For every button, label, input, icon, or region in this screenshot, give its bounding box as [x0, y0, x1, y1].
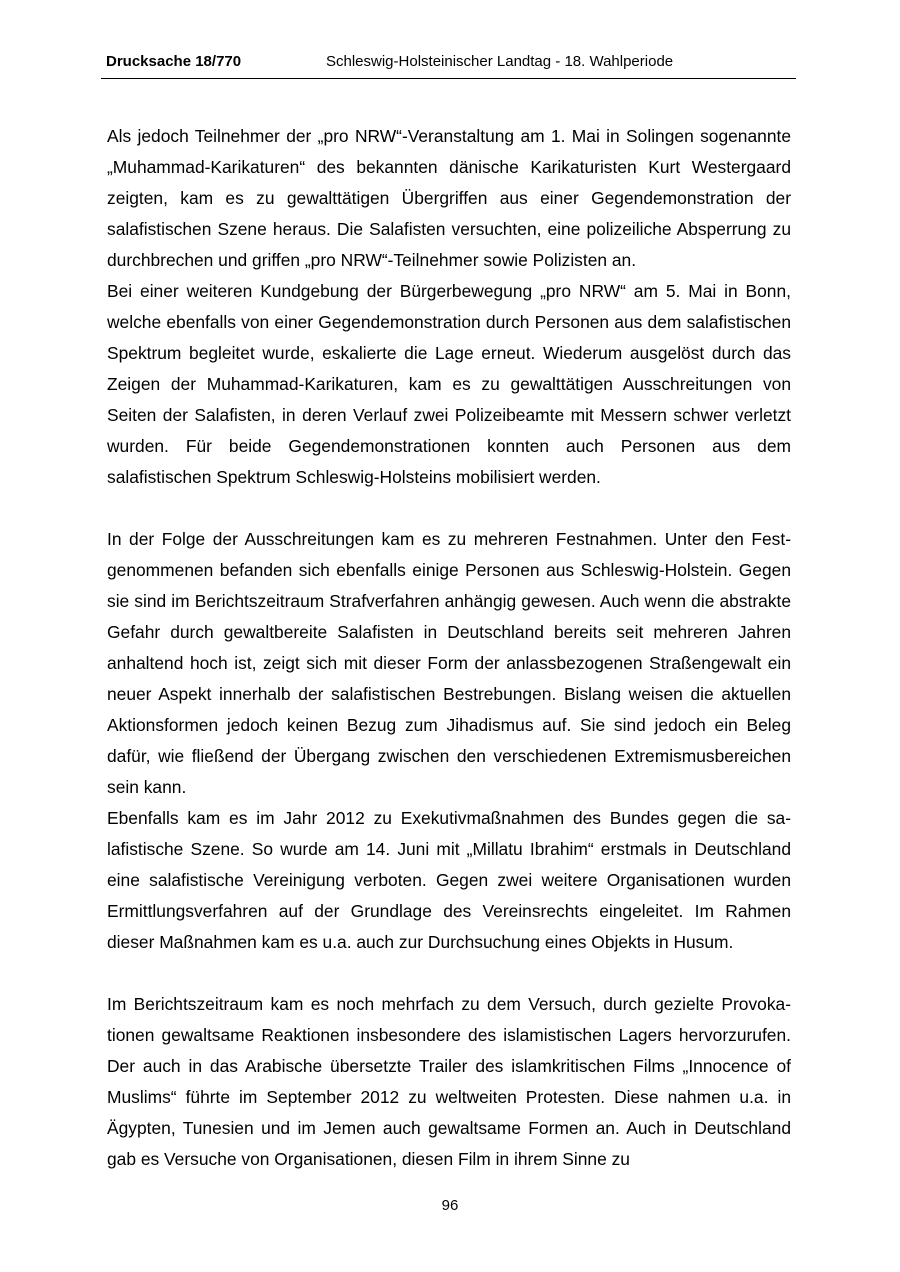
body-text	[107, 121, 791, 1175]
header-title: Schleswig-Holsteinischer Landtag - 18. Wahlperiode	[326, 53, 674, 70]
paragraph: Im Berichtszeitraum kam es noch mehrfach zu dem Versuch, durch gezielte Provokationen gewaltsame Reaktionen insbesondere des islamistischen Lagers hervorzurufen. Der auch in das Arabische übersetzte Trailer des islamkritischen Films „Innocence of Muslims“ führte im September 2012 zu weltweiten Protesten. Diese nahmen u.a. in Ägypten, Tunesien und im Jemen auch gewaltsame Formen an. Auch in Deutschland gab es Versuche von Organisationen, diesen Film in ihrem Sinne zu	[107, 994, 791, 1169]
paragraph: Bei einer weiteren Kundgebung der Bürgerbewegung „pro NRW“ am 5. Mai in Bonn, welche ebenfalls von einer Gegendemonstration durch Personen aus dem salafistischen Spektrum begleitet wurde, eskalierte die Lage erneut. Wiederum ausgelöst durch das Zeigen der Muhammad-Karikaturen, kam es zu gewalttätigen Ausschreitungen von Seiten der Salafisten, in deren Verlauf zwei Polizeibeamte mit Messern schwer verletzt wurden. Für beide Gegendemonstrationen konnten auch Personen aus dem salafistischen Spektrum Schleswig-Holsteins mobilisiert werden.	[107, 281, 791, 487]
page-header	[101, 52, 796, 79]
paragraph: In der Folge der Ausschreitungen kam es zu mehreren Festnahmen. Unter den Festgenommenen befanden sich ebenfalls einige Personen aus Schleswig-Holstein. Gegen sie sind im Berichtszeitraum Strafverfahren anhängig gewesen. Auch wenn die abstrakte Gefahr durch gewaltbereite Salafisten in Deutschland bereits seit mehreren Jahren anhaltend hoch ist, zeigt sich mit dieser Form der anlassbezogenen Straßengewalt ein neuer Aspekt innerhalb der salafistischen Bestrebungen. Bislang weisen die aktuellen Aktionsformen jedoch keinen Bezug zum Jihadismus auf. Sie sind jedoch ein Beleg dafür, wie fließend der Übergang zwischen den verschiedenen Extremismusbereichen sein kann.	[107, 529, 791, 797]
document-number: Drucksache 18/770	[106, 53, 242, 70]
page-number: 96	[441, 1197, 459, 1214]
paragraph: Ebenfalls kam es im Jahr 2012 zu Exekutivmaßnahmen des Bundes gegen die salafistische Szene. So wurde am 14. Juni mit „Millatu Ibrahim“ erstmals in Deutschland eine salafistische Vereinigung verboten. Gegen zwei weitere Organisationen wurden Ermittlungsverfahren auf der Grundlage des Vereinsrechts eingeleitet. Im Rahmen dieser Maßnahmen kam es u.a. auch zur Durchsuchung eines Objekts in Husum.	[107, 808, 791, 952]
paragraph: Als jedoch Teilnehmer der „pro NRW“-Veranstaltung am 1. Mai in Solingen sogenannte „Muhammad-Karikaturen“ des bekannten dänische Karikaturisten Kurt Westergaard zeigten, kam es zu gewalttätigen Übergriffen aus einer Gegendemonstration der salafistischen Szene heraus. Die Salafisten versuchten, eine polizeiliche Absperrung zu durchbrechen und griffen „pro NRW“-Teilnehmer sowie Polizisten an.	[107, 126, 791, 270]
